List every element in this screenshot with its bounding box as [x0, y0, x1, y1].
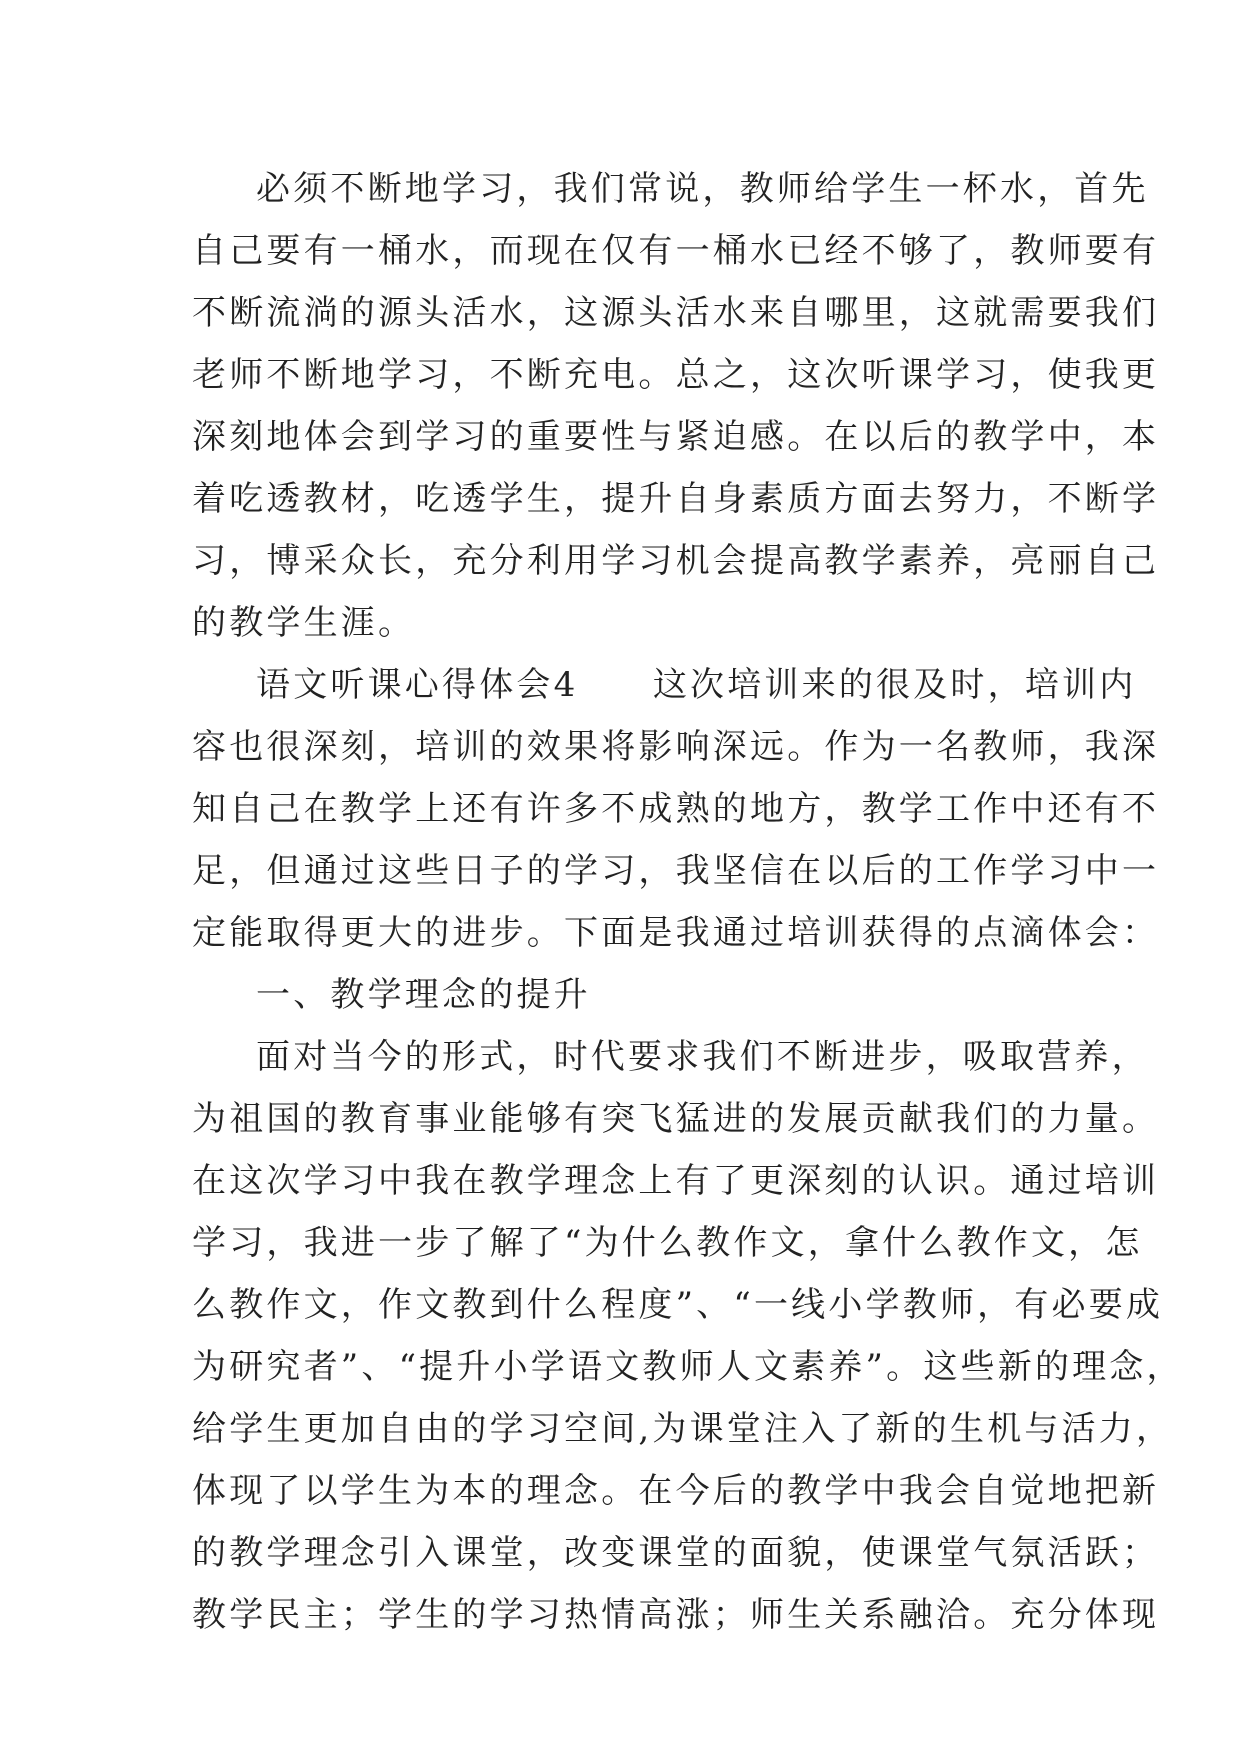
text-line: 自己要有一桶水，而现在仅有一桶水已经不够了，教师要有 — [192, 231, 1160, 271]
text-line: 一、教学理念的提升 — [256, 975, 591, 1015]
text-line: 习，博采众长，充分利用学习机会提高教学素养，亮丽自己 — [192, 541, 1160, 581]
text-line: 的教学生涯。 — [192, 603, 416, 643]
text-line: 体现了以学生为本的理念。在今后的教学中我会自觉地把新 — [192, 1471, 1160, 1511]
text-line: 为研究者”、“提升小学语文教师人文素养”。这些新的理念， — [192, 1347, 1184, 1387]
text-line: 着吃透教材，吃透学生，提升自身素质方面去努力，不断学 — [192, 479, 1160, 519]
text-line: 必须不断地学习，我们常说，教师给学生一杯水，首先 — [256, 169, 1149, 209]
text-line: 给学生更加自由的学习空间,为课堂注入了新的生机与活力， — [192, 1409, 1174, 1449]
text-line: 不断流淌的源头活水，这源头活水来自哪里，这就需要我们 — [192, 293, 1160, 333]
text-line: 为祖国的教育事业能够有突飞猛进的发展贡献我们的力量。 — [192, 1099, 1160, 1139]
document-body — [192, 158, 1184, 1646]
text-line: 深刻地体会到学习的重要性与紧迫感。在以后的教学中，本 — [192, 417, 1160, 457]
text-line: 的教学理念引入课堂，改变课堂的面貌，使课堂气氛活跃； — [192, 1533, 1160, 1573]
text-line: 面对当今的形式，时代要求我们不断进步，吸取营养， — [256, 1037, 1149, 1077]
text-line: 定能取得更大的进步。下面是我通过培训获得的点滴体会： — [192, 913, 1160, 953]
text-line: 足，但通过这些日子的学习，我坚信在以后的工作学习中一 — [192, 851, 1160, 891]
text-line: 老师不断地学习，不断充电。总之，这次听课学习，使我更 — [192, 355, 1160, 395]
text-line: 容也很深刻，培训的效果将影响深远。作为一名教师，我深 — [192, 727, 1160, 767]
text-line: 教学民主；学生的学习热情高涨；师生关系融洽。充分体现 — [192, 1595, 1160, 1635]
text-line: 语文听课心得体会4 这次培训来的很及时，培训内 — [256, 665, 1137, 705]
text-line: 么教作文，作文教到什么程度”、“一线小学教师，有必要成 — [192, 1285, 1164, 1325]
text-line: 知自己在教学上还有许多不成熟的地方，教学工作中还有不 — [192, 789, 1160, 829]
text-line: 学习，我进一步了解了“为什么教作文，拿什么教作文，怎 — [192, 1223, 1143, 1263]
text-line: 在这次学习中我在教学理念上有了更深刻的认识。通过培训 — [192, 1161, 1160, 1201]
